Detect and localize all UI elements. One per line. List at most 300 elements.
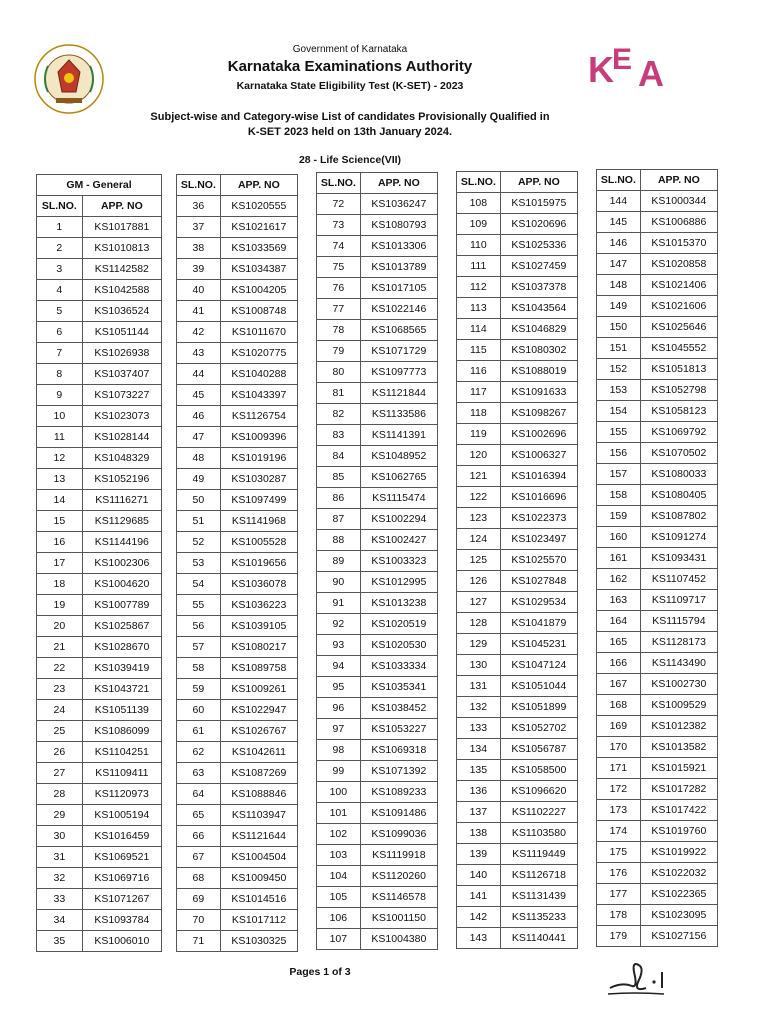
table-row (177, 931, 298, 952)
appno-cell: KS1029534 (500, 592, 577, 613)
appno-cell: KS1069716 (82, 868, 161, 889)
appno-cell: KS1002306 (82, 553, 161, 574)
table-row (177, 868, 298, 889)
table-row (37, 406, 162, 427)
slno-cell: 10 (37, 406, 83, 427)
slno-cell: 81 (317, 383, 361, 404)
appno-cell: KS1116271 (82, 490, 161, 511)
subject-title: 28 - Life Science(VII) (298, 154, 402, 166)
table-row (177, 637, 298, 658)
appno-cell: KS1020858 (640, 254, 717, 275)
slno-cell: 101 (317, 803, 361, 824)
candidates-table-5 (596, 169, 718, 947)
appno-cell: KS1080033 (640, 464, 717, 485)
slno-cell: 63 (177, 763, 221, 784)
table-row (177, 721, 298, 742)
table-row (37, 280, 162, 301)
slno-cell: 66 (177, 826, 221, 847)
table-row (597, 716, 718, 737)
slno-cell: 131 (457, 676, 501, 697)
slno-cell: 60 (177, 700, 221, 721)
appno-cell: KS1025570 (500, 550, 577, 571)
slno-cell: 123 (457, 508, 501, 529)
table-row (457, 571, 578, 592)
slno-cell: 179 (597, 926, 641, 947)
appno-cell: KS1091633 (500, 382, 577, 403)
slno-cell: 5 (37, 301, 83, 322)
appno-cell: KS1036524 (82, 301, 161, 322)
slno-cell: 29 (37, 805, 83, 826)
appno-cell: KS1051139 (82, 700, 161, 721)
slno-cell: 111 (457, 256, 501, 277)
appno-cell: KS1091486 (360, 803, 437, 824)
table-row (317, 404, 438, 425)
appno-cell: KS1052798 (640, 380, 717, 401)
appno-cell: KS1071392 (360, 761, 437, 782)
appno-cell: KS1028144 (82, 427, 161, 448)
appno-cell: KS1088846 (220, 784, 297, 805)
table-row (37, 448, 162, 469)
appno-cell: KS1058500 (500, 760, 577, 781)
slno-cell: 8 (37, 364, 83, 385)
appno-cell: KS1045231 (500, 634, 577, 655)
appno-cell: KS1020555 (220, 196, 297, 217)
table-row (37, 574, 162, 595)
slno-cell: 45 (177, 385, 221, 406)
table-row (597, 443, 718, 464)
table-row (177, 742, 298, 763)
appno-cell: KS1099036 (360, 824, 437, 845)
table-row (37, 511, 162, 532)
appno-cell: KS1009396 (220, 427, 297, 448)
appno-cell: KS1017881 (82, 217, 161, 238)
appno-cell: KS1013582 (640, 737, 717, 758)
table-row (177, 847, 298, 868)
slno-cell: 128 (457, 613, 501, 634)
appno-cell: KS1019922 (640, 842, 717, 863)
appno-cell: KS1071729 (360, 341, 437, 362)
appno-cell: KS1040288 (220, 364, 297, 385)
appno-cell: KS1069792 (640, 422, 717, 443)
table-row (457, 235, 578, 256)
table-row (37, 343, 162, 364)
appno-cell: KS1026938 (82, 343, 161, 364)
appno-cell: KS1048329 (82, 448, 161, 469)
slno-cell: 19 (37, 595, 83, 616)
slno-cell: 145 (597, 212, 641, 233)
table-row (317, 341, 438, 362)
kea-logo-letter-k: K (588, 49, 614, 90)
appno-cell: KS1002730 (640, 674, 717, 695)
slno-cell: 61 (177, 721, 221, 742)
slno-cell: 138 (457, 823, 501, 844)
slno-cell: 115 (457, 340, 501, 361)
slno-cell: 91 (317, 593, 361, 614)
table-row (457, 466, 578, 487)
table-row (597, 485, 718, 506)
appno-cell: KS1002696 (500, 424, 577, 445)
slno-cell: 172 (597, 779, 641, 800)
appno-cell: KS1009261 (220, 679, 297, 700)
appno-cell: KS1129685 (82, 511, 161, 532)
appno-cell: KS1131439 (500, 886, 577, 907)
appno-cell: KS1073227 (82, 385, 161, 406)
slno-cell: 26 (37, 742, 83, 763)
table-row (37, 931, 162, 952)
slno-cell: 53 (177, 553, 221, 574)
appno-cell: KS1051144 (82, 322, 161, 343)
table-row (317, 635, 438, 656)
appno-cell: KS1023073 (82, 406, 161, 427)
table-row (317, 320, 438, 341)
slno-cell: 27 (37, 763, 83, 784)
table-row (457, 193, 578, 214)
table-row (597, 821, 718, 842)
table-row (37, 238, 162, 259)
table-row (37, 322, 162, 343)
slno-cell: 13 (37, 469, 83, 490)
slno-cell: 21 (37, 637, 83, 658)
slno-cell: 134 (457, 739, 501, 760)
slno-cell: 103 (317, 845, 361, 866)
table-row (457, 739, 578, 760)
table-row (177, 217, 298, 238)
slno-cell: 98 (317, 740, 361, 761)
table-row (317, 740, 438, 761)
table-row (37, 784, 162, 805)
slno-cell: 12 (37, 448, 83, 469)
appno-cell: KS1128173 (640, 632, 717, 653)
table-row (37, 868, 162, 889)
appno-cell: KS1016459 (82, 826, 161, 847)
appno-cell: KS1089233 (360, 782, 437, 803)
appno-cell: KS1043721 (82, 679, 161, 700)
appno-cell: KS1068565 (360, 320, 437, 341)
appno-cell: KS1143490 (640, 653, 717, 674)
appno-cell: KS1014516 (220, 889, 297, 910)
table-row (37, 532, 162, 553)
table-row (457, 865, 578, 886)
table-row (597, 674, 718, 695)
appno-cell: KS1020775 (220, 343, 297, 364)
slno-cell: 108 (457, 193, 501, 214)
slno-cell: 92 (317, 614, 361, 635)
slno-cell: 52 (177, 532, 221, 553)
slno-cell: 82 (317, 404, 361, 425)
appno-cell: KS1022373 (500, 508, 577, 529)
table-row (317, 530, 438, 551)
appno-cell: KS1109411 (82, 763, 161, 784)
table-row (457, 340, 578, 361)
appno-cell: KS1015975 (500, 193, 577, 214)
slno-cell: 56 (177, 616, 221, 637)
slno-header: SL.NO. (317, 173, 361, 194)
slno-cell: 71 (177, 931, 221, 952)
table-row (317, 362, 438, 383)
slno-cell: 50 (177, 490, 221, 511)
table-row (37, 427, 162, 448)
appno-cell: KS1019656 (220, 553, 297, 574)
table-row (37, 469, 162, 490)
slno-cell: 164 (597, 611, 641, 632)
slno-cell: 58 (177, 658, 221, 679)
table-row (177, 910, 298, 931)
table-row (317, 698, 438, 719)
appno-cell: KS1039419 (82, 658, 161, 679)
table-row (457, 403, 578, 424)
table-row (457, 550, 578, 571)
appno-cell: KS1062765 (360, 467, 437, 488)
appno-cell: KS1006010 (82, 931, 161, 952)
appno-cell: KS1000344 (640, 191, 717, 212)
slno-cell: 165 (597, 632, 641, 653)
slno-cell: 143 (457, 928, 501, 949)
appno-cell: KS1017112 (220, 910, 297, 931)
table-row (317, 509, 438, 530)
appno-cell: KS1021617 (220, 217, 297, 238)
slno-cell: 86 (317, 488, 361, 509)
slno-cell: 4 (37, 280, 83, 301)
slno-cell: 158 (597, 485, 641, 506)
table-row (317, 677, 438, 698)
appno-cell: KS1019760 (640, 821, 717, 842)
slno-cell: 33 (37, 889, 83, 910)
slno-cell: 16 (37, 532, 83, 553)
appno-cell: KS1087802 (640, 506, 717, 527)
appno-cell: KS1021406 (640, 275, 717, 296)
slno-cell: 152 (597, 359, 641, 380)
table-row (457, 487, 578, 508)
appno-cell: KS1135233 (500, 907, 577, 928)
slno-cell: 85 (317, 467, 361, 488)
appno-cell: KS1007789 (82, 595, 161, 616)
slno-cell: 112 (457, 277, 501, 298)
table-row (457, 277, 578, 298)
slno-cell: 14 (37, 490, 83, 511)
table-row (37, 595, 162, 616)
appno-cell: KS1020519 (360, 614, 437, 635)
slno-cell: 65 (177, 805, 221, 826)
table-row (597, 842, 718, 863)
slno-cell: 177 (597, 884, 641, 905)
table-row (317, 467, 438, 488)
appno-cell: KS1008748 (220, 301, 297, 322)
table-row (37, 679, 162, 700)
slno-cell: 105 (317, 887, 361, 908)
table-row (177, 406, 298, 427)
table-row (597, 590, 718, 611)
slno-cell: 96 (317, 698, 361, 719)
table-row (317, 845, 438, 866)
slno-cell: 150 (597, 317, 641, 338)
appno-cell: KS1119449 (500, 844, 577, 865)
slno-cell: 149 (597, 296, 641, 317)
slno-cell: 67 (177, 847, 221, 868)
appno-cell: KS1115474 (360, 488, 437, 509)
slno-cell: 107 (317, 929, 361, 950)
slno-cell: 15 (37, 511, 83, 532)
table-row (457, 508, 578, 529)
table-row (177, 511, 298, 532)
slno-cell: 37 (177, 217, 221, 238)
appno-header: APP. NO (220, 175, 297, 196)
slno-cell: 75 (317, 257, 361, 278)
candidates-table-2 (176, 174, 298, 952)
table-row (37, 490, 162, 511)
slno-cell: 46 (177, 406, 221, 427)
slno-cell: 176 (597, 863, 641, 884)
slno-cell: 97 (317, 719, 361, 740)
table-row (37, 826, 162, 847)
slno-cell: 113 (457, 298, 501, 319)
table-row (597, 884, 718, 905)
appno-cell: KS1033334 (360, 656, 437, 677)
table-row (317, 446, 438, 467)
slno-cell: 132 (457, 697, 501, 718)
appno-cell: KS1006327 (500, 445, 577, 466)
page-count: Pages 1 of 3 (289, 966, 351, 978)
table-row (597, 380, 718, 401)
appno-cell: KS1037378 (500, 277, 577, 298)
appno-cell: KS1043564 (500, 298, 577, 319)
appno-cell: KS1004620 (82, 574, 161, 595)
appno-header: APP. NO (82, 196, 161, 217)
appno-cell: KS1020696 (500, 214, 577, 235)
table-row (177, 343, 298, 364)
slno-cell: 69 (177, 889, 221, 910)
table-row (597, 401, 718, 422)
table-row (597, 548, 718, 569)
table-row (597, 863, 718, 884)
slno-cell: 64 (177, 784, 221, 805)
table-row (37, 742, 162, 763)
table-row (177, 805, 298, 826)
table-row (457, 298, 578, 319)
appno-cell: KS1022146 (360, 299, 437, 320)
appno-cell: KS1005194 (82, 805, 161, 826)
appno-cell: KS1002294 (360, 509, 437, 530)
appno-cell: KS1033569 (220, 238, 297, 259)
slno-cell: 171 (597, 758, 641, 779)
slno-cell: 40 (177, 280, 221, 301)
slno-cell: 76 (317, 278, 361, 299)
table-row (177, 469, 298, 490)
appno-cell: KS1006886 (640, 212, 717, 233)
slno-cell: 125 (457, 550, 501, 571)
appno-cell: KS1042611 (220, 742, 297, 763)
slno-cell: 163 (597, 590, 641, 611)
appno-cell: KS1039105 (220, 616, 297, 637)
table-row (597, 464, 718, 485)
slno-cell: 88 (317, 530, 361, 551)
appno-cell: KS1120260 (360, 866, 437, 887)
slno-cell: 55 (177, 595, 221, 616)
table-row (37, 301, 162, 322)
table-row (597, 632, 718, 653)
appno-cell: KS1087269 (220, 763, 297, 784)
table-row (177, 322, 298, 343)
table-row (317, 761, 438, 782)
slno-cell: 32 (37, 868, 83, 889)
table-row (597, 611, 718, 632)
appno-cell: KS1023095 (640, 905, 717, 926)
appno-cell: KS1104251 (82, 742, 161, 763)
slno-cell: 142 (457, 907, 501, 928)
candidates-table-1 (36, 174, 162, 952)
slno-cell: 99 (317, 761, 361, 782)
appno-cell: KS1144196 (82, 532, 161, 553)
table-row (457, 634, 578, 655)
signature-icon (604, 952, 676, 998)
slno-cell: 68 (177, 868, 221, 889)
table-row (177, 364, 298, 385)
table-row (177, 889, 298, 910)
table-row (37, 847, 162, 868)
slno-cell: 1 (37, 217, 83, 238)
slno-cell: 104 (317, 866, 361, 887)
appno-cell: KS1052702 (500, 718, 577, 739)
appno-cell: KS1142582 (82, 259, 161, 280)
table-row (177, 301, 298, 322)
slno-cell: 39 (177, 259, 221, 280)
table-row (597, 191, 718, 212)
slno-cell: 167 (597, 674, 641, 695)
slno-cell: 9 (37, 385, 83, 406)
slno-cell: 78 (317, 320, 361, 341)
appno-cell: KS1141391 (360, 425, 437, 446)
slno-cell: 173 (597, 800, 641, 821)
appno-cell: KS1120973 (82, 784, 161, 805)
slno-cell: 83 (317, 425, 361, 446)
appno-cell: KS1042588 (82, 280, 161, 301)
exam-name: Karnataka State Eligibility Test (K-SET) - 2023 (236, 80, 464, 92)
table-row (457, 886, 578, 907)
appno-cell: KS1025867 (82, 616, 161, 637)
slno-cell: 79 (317, 341, 361, 362)
slno-cell: 159 (597, 506, 641, 527)
appno-cell: KS1036078 (220, 574, 297, 595)
slno-cell: 54 (177, 574, 221, 595)
table-row (317, 614, 438, 635)
slno-cell: 90 (317, 572, 361, 593)
appno-cell: KS1089758 (220, 658, 297, 679)
table-row (177, 826, 298, 847)
table-row (597, 779, 718, 800)
slno-cell: 72 (317, 194, 361, 215)
slno-cell: 11 (37, 427, 83, 448)
table-row (317, 782, 438, 803)
table-row (177, 259, 298, 280)
table-row (177, 679, 298, 700)
table-row (37, 763, 162, 784)
slno-cell: 135 (457, 760, 501, 781)
appno-cell: KS1086099 (82, 721, 161, 742)
appno-cell: KS1048952 (360, 446, 437, 467)
table-row (317, 719, 438, 740)
appno-cell: KS1093784 (82, 910, 161, 931)
slno-header: SL.NO. (457, 172, 501, 193)
table-row (317, 656, 438, 677)
appno-cell: KS1141968 (220, 511, 297, 532)
table-row (597, 275, 718, 296)
table-row (317, 488, 438, 509)
table-row (597, 338, 718, 359)
slno-cell: 70 (177, 910, 221, 931)
slno-cell: 47 (177, 427, 221, 448)
appno-cell: KS1096620 (500, 781, 577, 802)
appno-cell: KS1015370 (640, 233, 717, 254)
slno-cell: 95 (317, 677, 361, 698)
